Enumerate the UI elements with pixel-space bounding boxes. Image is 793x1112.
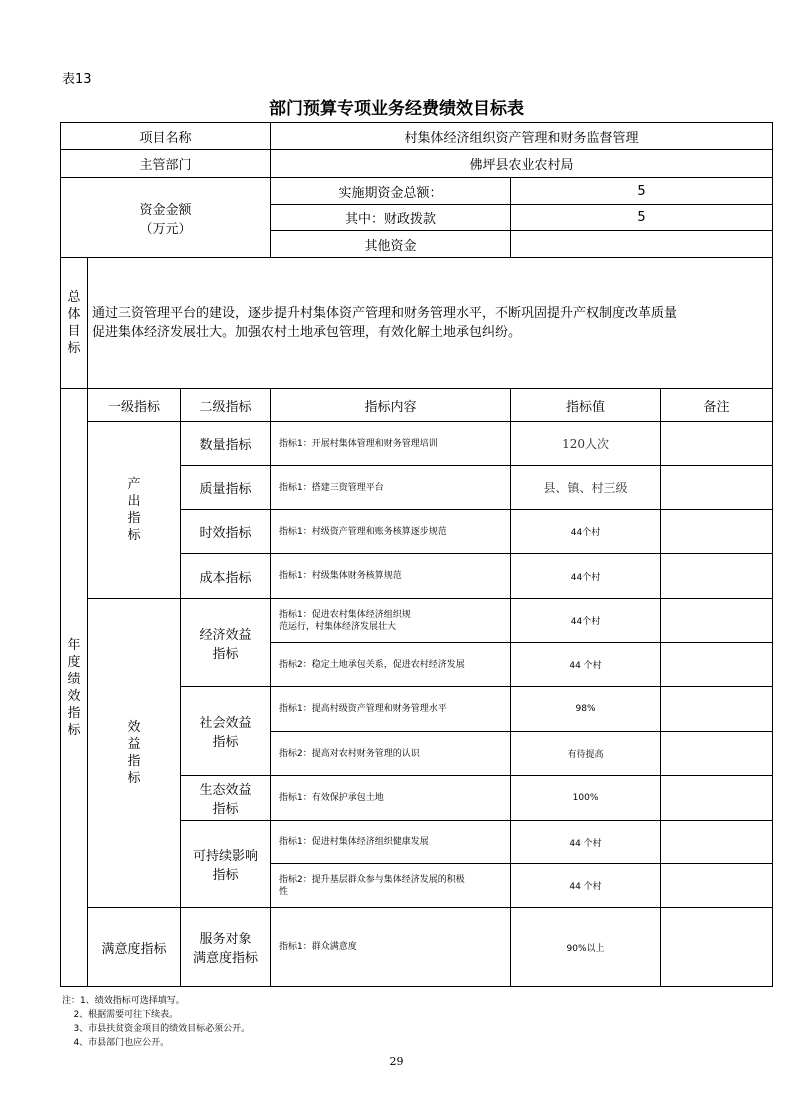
level2-satisfaction: 服务对象 满意度指标 [181,908,271,987]
remark-cell [661,687,773,732]
indicator-content: 指标1：提高村级资产管理和财务管理水平 [271,687,511,732]
level2-timeliness: 时效指标 [181,510,271,554]
level2-ecological: 生态效益 指标 [181,776,271,821]
remark-cell [661,864,773,908]
annual-indicator-label: 年 度 绩 效 指 标 [61,389,88,987]
indicator-content: 指标1：搭建三资管理平台 [271,466,511,510]
performance-table [60,122,773,987]
level2-cost: 成本指标 [181,554,271,599]
table-number: 表13 [62,72,92,87]
remark-cell [661,554,773,599]
indicator-value: 44 个村 [511,821,661,864]
level2-sustainable: 可持续影响 指标 [181,821,271,908]
footnote-3: 3、市县扶贫资金项目的绩效目标必须公开。 [62,1024,251,1034]
header-level2: 二级指标 [181,389,271,422]
table-row [61,908,773,987]
satisfaction-level1: 满意度指标 [88,908,181,987]
remark-cell [661,466,773,510]
indicator-content: 指标2：提高对农村财务管理的认识 [271,732,511,776]
level2-social: 社会效益 指标 [181,687,271,776]
remark-cell [661,510,773,554]
department-label: 主管部门 [61,150,271,178]
overall-goal-label: 总 体 目 标 [61,258,88,389]
indicator-value: 县、镇、村三级 [511,466,661,510]
funds-other-value [511,231,773,258]
header-level1: 一级指标 [88,389,181,422]
indicator-content: 指标1：有效保护承包土地 [271,776,511,821]
project-name-row [61,123,773,150]
funds-label-line1: 资金金额 [139,202,192,218]
funds-total-label: 实施期资金总额： [271,178,511,205]
indicator-content: 指标1：群众满意度 [271,908,511,987]
remark-cell [661,908,773,987]
indicator-header-row [61,389,773,422]
funds-label [61,178,271,258]
indicator-content: 指标2：稳定土地承包关系，促进农村经济发展 [271,643,511,687]
footnotes [62,994,250,1050]
page-number: 29 [389,1055,404,1068]
footnote-4: 4、市县部门也应公开。 [62,1038,170,1048]
table-row [61,599,773,643]
indicator-value: 44个村 [511,599,661,643]
level2-economic: 经济效益 指标 [181,599,271,687]
indicator-content: 指标2：提升基层群众参与集体经济发展的积极 性 [271,864,511,908]
project-name-value: 村集体经济组织资产管理和财务监督管理 [271,123,773,150]
funds-label-line2: （万元） [139,221,192,237]
funds-other-label: 其他资金 [271,231,511,258]
funds-fiscal-value: 5 [511,205,773,231]
funds-total-row [61,178,773,205]
indicator-value: 44个村 [511,554,661,599]
indicator-content: 指标1：促进村集体经济组织健康发展 [271,821,511,864]
indicator-value: 44 个村 [511,864,661,908]
remark-cell [661,821,773,864]
funds-total-value: 5 [511,178,773,205]
table-row [61,422,773,466]
level2-quality: 质量指标 [181,466,271,510]
indicator-content: 指标1：促进农村集体经济组织规 范运行，村集体经济发展壮大 [271,599,511,643]
indicator-value: 120人次 [511,422,661,466]
header-content: 指标内容 [271,389,511,422]
indicator-value: 100% [511,776,661,821]
project-name-label: 项目名称 [61,123,271,150]
page-title: 部门预算专项业务经费绩效目标表 [269,99,524,119]
footnote-2: 2、根据需要可往下续表。 [62,1010,179,1020]
funds-fiscal-label: 其中：财政拨款 [271,205,511,231]
overall-goal-row [61,258,773,389]
department-value: 佛坪县农业农村局 [271,150,773,178]
remark-cell [661,599,773,643]
indicator-value: 有待提高 [511,732,661,776]
indicator-value: 44个村 [511,510,661,554]
remark-cell [661,732,773,776]
remark-cell [661,776,773,821]
benefit-indicator-label: 效 益 指 标 [88,599,181,908]
indicator-value: 44 个村 [511,643,661,687]
indicator-content: 指标1：村级集体财务核算规范 [271,554,511,599]
indicator-value: 98% [511,687,661,732]
level2-quantity: 数量指标 [181,422,271,466]
header-value: 指标值 [511,389,661,422]
footnote-1: 注：1、绩效指标可选择填写。 [62,996,185,1006]
remark-cell [661,422,773,466]
overall-goal-text: 通过三资管理平台的建设，逐步提升村集体资产管理和财务管理水平，不断巩固提升产权制度改革质量 促进集体经济发展壮大。加强农村土地承包管理，有效化解土地承包纠纷。 [88,258,773,389]
indicator-content: 指标1：村级资产管理和账务核算逐步规范 [271,510,511,554]
indicator-content: 指标1：开展村集体管理和财务管理培训 [271,422,511,466]
remark-cell [661,643,773,687]
header-remark: 备注 [661,389,773,422]
indicator-value: 90%以上 [511,908,661,987]
output-indicator-label: 产 出 指 标 [88,422,181,599]
department-row [61,150,773,178]
